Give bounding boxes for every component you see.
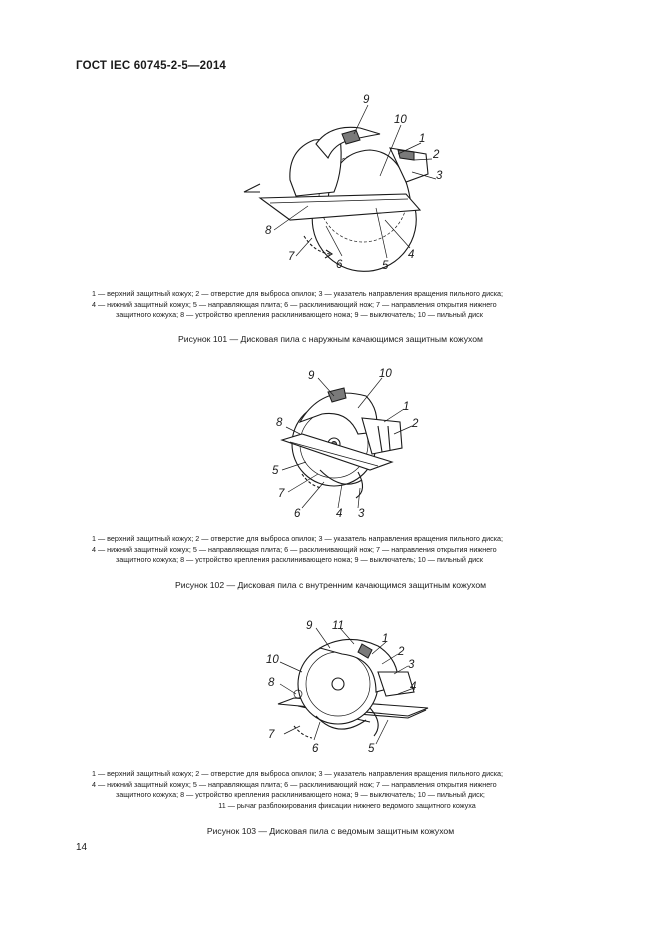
callout-3: 3	[408, 659, 415, 671]
figure-102-drawing	[262, 362, 442, 522]
callout-7: 7	[288, 251, 295, 263]
callout-2: 2	[433, 149, 440, 161]
callout-6: 6	[312, 743, 319, 755]
legend-line: 1 — верхний защитный кожух; 2 — отверстие для выброса опилок; 3 — указатель направления вращения пильного диска;	[92, 769, 503, 778]
figure-101-legend	[92, 289, 602, 321]
figure-101-drawing	[230, 88, 460, 278]
callout-1: 1	[403, 401, 410, 413]
circular-saw-outer-guard-illustration	[230, 88, 460, 278]
callout-7: 7	[278, 488, 285, 500]
callout-8: 8	[268, 677, 275, 689]
callout-5: 5	[382, 260, 389, 272]
callout-10: 10	[379, 368, 392, 380]
callout-9: 9	[306, 620, 313, 632]
callout-10: 10	[266, 654, 279, 666]
circular-saw-inner-guard-illustration	[262, 362, 442, 522]
figure-101-caption: Рисунок 101 — Дисковая пила с наружным качающимся защитным кожухом	[178, 334, 483, 344]
figure-102-caption: Рисунок 102 — Дисковая пила с внутренним качающимся защитным кожухом	[174, 580, 487, 590]
callout-8: 8	[265, 225, 272, 237]
callout-11: 11	[332, 620, 344, 632]
callout-3: 3	[358, 508, 365, 520]
callout-4: 4	[410, 681, 417, 693]
legend-line: 4 — нижний защитный кожух; 5 — направляющая плита; 6 — расклинивающий нож; 7 — направления открытия нижнего	[92, 299, 497, 309]
motor-body-shape	[378, 672, 417, 696]
legend-line: защитного кожуха; 8 — устройство крепления расклинивающего ножа; 9 — выключатель; 10 — пильный диск	[116, 310, 483, 320]
callout-10: 10	[394, 114, 407, 126]
callout-7: 7	[268, 729, 275, 741]
document-header: ГОСТ IEC 60745-2-5—2014	[76, 60, 227, 72]
callout-1: 1	[419, 133, 426, 145]
callout-8: 8	[276, 417, 283, 429]
callout-9: 9	[363, 94, 370, 106]
callout-5: 5	[272, 465, 279, 477]
legend-line: 11 — рычаг разблокирования фиксации нижнего ведомого защитного кожуха	[218, 800, 476, 810]
callout-6: 6	[336, 259, 343, 271]
legend-line: 4 — нижний защитный кожух; 5 — направляющая плита; 6 — расклинивающий нож; 7 — направления открытия нижнего	[92, 779, 497, 789]
callout-1: 1	[382, 633, 389, 645]
callout-9: 9	[308, 370, 315, 382]
page-number: 14	[76, 842, 88, 853]
legend-line: 1 — верхний защитный кожух; 2 — отверстие для выброса опилок; 3 — указатель направления вращения пильного диска;	[92, 534, 503, 543]
figure-102-legend	[92, 534, 602, 566]
figure-103-drawing	[258, 612, 438, 762]
figure-103-caption: Рисунок 103 — Дисковая пила с ведомым защитным кожухом	[206, 826, 455, 836]
legend-line: 1 — верхний защитный кожух; 2 — отверстие для выброса опилок; 3 — указатель направления вращения пильного диска;	[92, 289, 503, 298]
callout-4: 4	[336, 508, 343, 520]
callout-6: 6	[294, 508, 301, 520]
callout-5: 5	[368, 743, 375, 755]
figure-103-legend	[92, 769, 602, 811]
callout-2: 2	[398, 646, 405, 658]
callout-4: 4	[408, 249, 415, 261]
legend-line: защитного кожуха; 8 — устройство крепления расклинивающего ножа; 9 — выключатель; 10 — пильный диск;	[116, 790, 485, 800]
callout-2: 2	[412, 418, 419, 430]
legend-line: защитного кожуха; 8 — устройство крепления расклинивающего ножа; 9 — выключатель; 10 — пильный диск	[116, 555, 483, 565]
callout-3: 3	[436, 170, 443, 182]
legend-line: 4 — нижний защитный кожух; 5 — направляющая плита; 6 — расклинивающий нож; 7 — направления открытия нижнего	[92, 544, 497, 554]
circular-saw-driven-guard-illustration	[258, 612, 438, 762]
